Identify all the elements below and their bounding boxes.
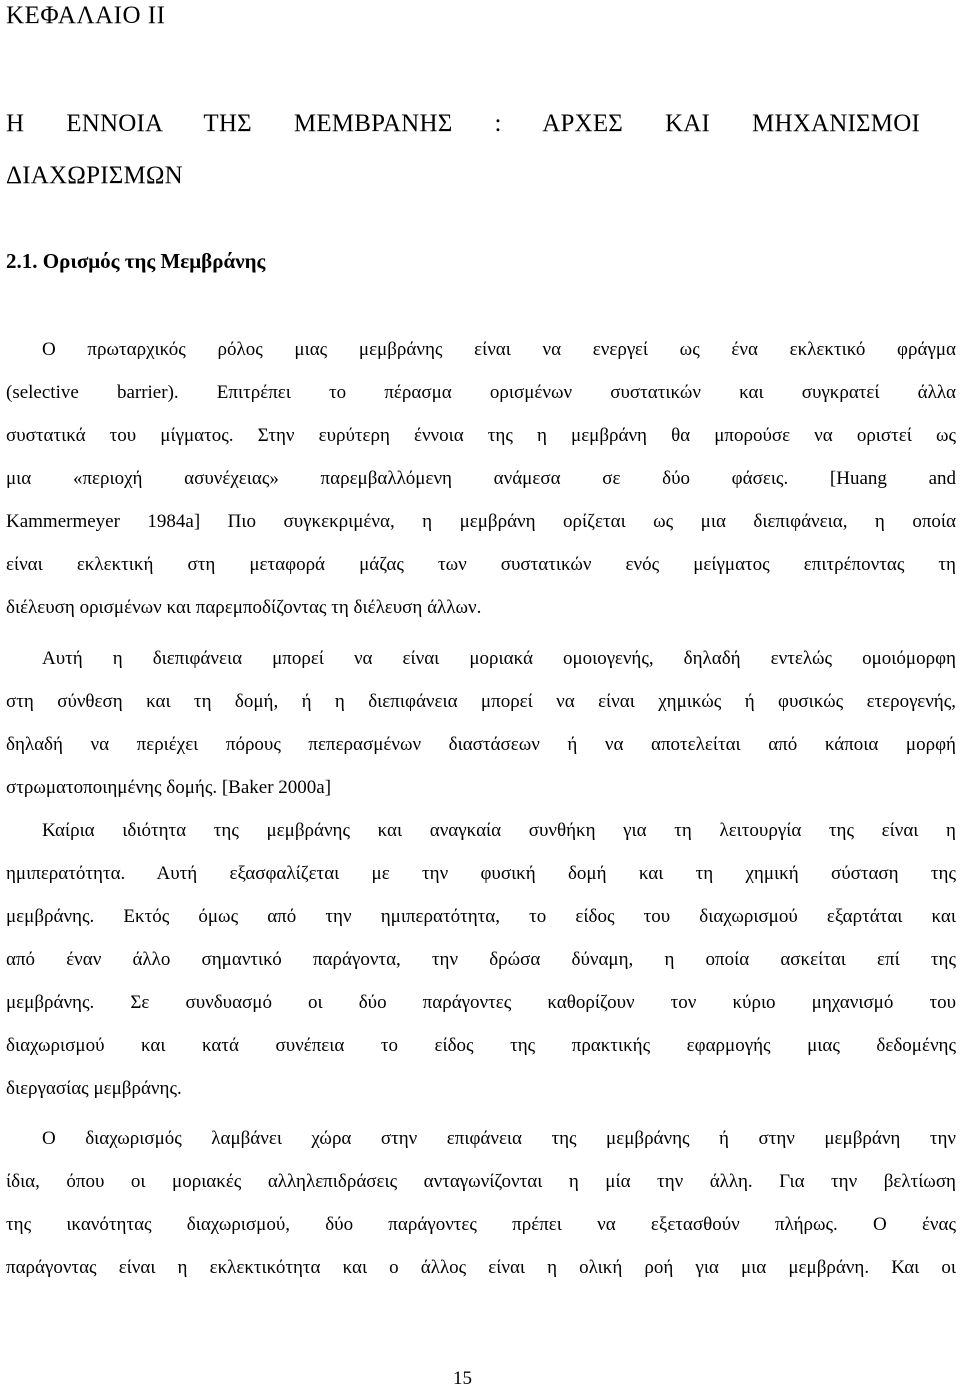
text-line: ίδια, όπου οι μοριακές αλληλεπιδράσεις ανταγωνίζονται η μία την άλλη. Για την βελτίωση [6, 1171, 956, 1192]
text-line: (selective barrier). Επιτρέπει το πέρασμα ορισμένων συστατικών και συγκρατεί άλλα [6, 382, 956, 403]
text-line: διεργασίας μεμβράνης. [6, 1078, 182, 1099]
text-line: Καίρια ιδιότητα της μεμβράνης και αναγκαία συνθήκη για τη λειτουργία της είναι η [42, 820, 956, 841]
text-line: στρωματοποιημένης δομής. [Baker 2000a] [6, 777, 332, 798]
text-line: Ο διαχωρισμός λαμβάνει χώρα στην επιφάνεια της μεμβράνης ή στην μεμβράνη την [42, 1128, 956, 1149]
chapter-title [6, 98, 920, 202]
text-line: δηλαδή να περιέχει πόρους πεπερασμένων διαστάσεων ή να αποτελείται από κάποια μορφή [6, 734, 956, 755]
paragraph-1 [6, 328, 956, 629]
text-line: είναι εκλεκτική στη μεταφορά μάζας των συστατικών ενός μείγματος επιτρέποντας τη [6, 554, 956, 575]
paragraph-3 [6, 809, 956, 1110]
text-line: της ικανότητας διαχωρισμού, δύο παράγοντες πρέπει να εξετασθούν πλήρως. Ο ένας [6, 1214, 956, 1235]
text-line: μια «περιοχή ασυνέχειας» παρεμβαλλόμενη ανάμεσα σε δύο φάσεις. [Huang and [6, 468, 956, 489]
chapter-title-line: ΔΙΑΧΩΡΙΣΜΩΝ [6, 162, 183, 189]
text-line: Kammermeyer 1984a] Πιο συγκεκριμένα, η μεμβράνη ορίζεται ως μια διεπιφάνεια, η οποία [6, 511, 956, 532]
text-line: Ο πρωταρχικός ρόλος μιας μεμβράνης είναι να ενεργεί ως ένα εκλεκτικό φράγμα [42, 339, 956, 360]
section-heading: 2.1. Ορισμός της Μεμβράνης [6, 249, 266, 273]
page-number: 15 [453, 1368, 472, 1389]
text-line: παράγοντας είναι η εκλεκτικότητα και ο άλλος είναι η ολική ροή για μια μεμβράνη. Και οι [6, 1257, 956, 1278]
text-line: Αυτή η διεπιφάνεια μπορεί να είναι μοριακά ομοιογενής, δηλαδή εντελώς ομοιόμορφη [42, 648, 956, 669]
text-line: διέλευση ορισμένων και παρεμποδίζοντας τη διέλευση άλλων. [6, 597, 482, 618]
chapter-title-line: Η ΕΝΝΟΙΑ ΤΗΣ ΜΕΜΒΡΑΝΗΣ : ΑΡΧΕΣ ΚΑΙ ΜΗΧΑΝΙΣΜΟΙ [6, 110, 920, 137]
text-line: από έναν άλλο σημαντικό παράγοντα, την δρώσα δύναμη, η οποία ασκείται επί της [6, 949, 956, 970]
chapter-label: ΚΕΦΑΛΑΙΟ ΙΙ [6, 2, 166, 29]
text-line: διαχωρισμού και κατά συνέπεια το είδος της πρακτικής εφαρμογής μιας δεδομένης [6, 1035, 956, 1056]
text-line: στη σύνθεση και τη δομή, ή η διεπιφάνεια μπορεί να είναι χημικώς ή φυσικώς ετερογενής, [6, 691, 956, 712]
text-line: ημιπερατότητα. Αυτή εξασφαλίζεται με την φυσική δομή και τη χημική σύσταση της [6, 863, 956, 884]
text-line: μεμβράνης. Σε συνδυασμό οι δύο παράγοντες καθορίζουν τον κύριο μηχανισμό του [6, 992, 956, 1013]
text-line: συστατικά του μίγματος. Στην ευρύτερη έννοια της η μεμβράνη θα μπορούσε να οριστεί ως [6, 425, 956, 446]
paragraph-4 [6, 1117, 956, 1289]
paragraph-2 [6, 637, 956, 809]
text-line: μεμβράνης. Εκτός όμως από την ημιπερατότητα, το είδος του διαχωρισμού εξαρτάται και [6, 906, 956, 927]
